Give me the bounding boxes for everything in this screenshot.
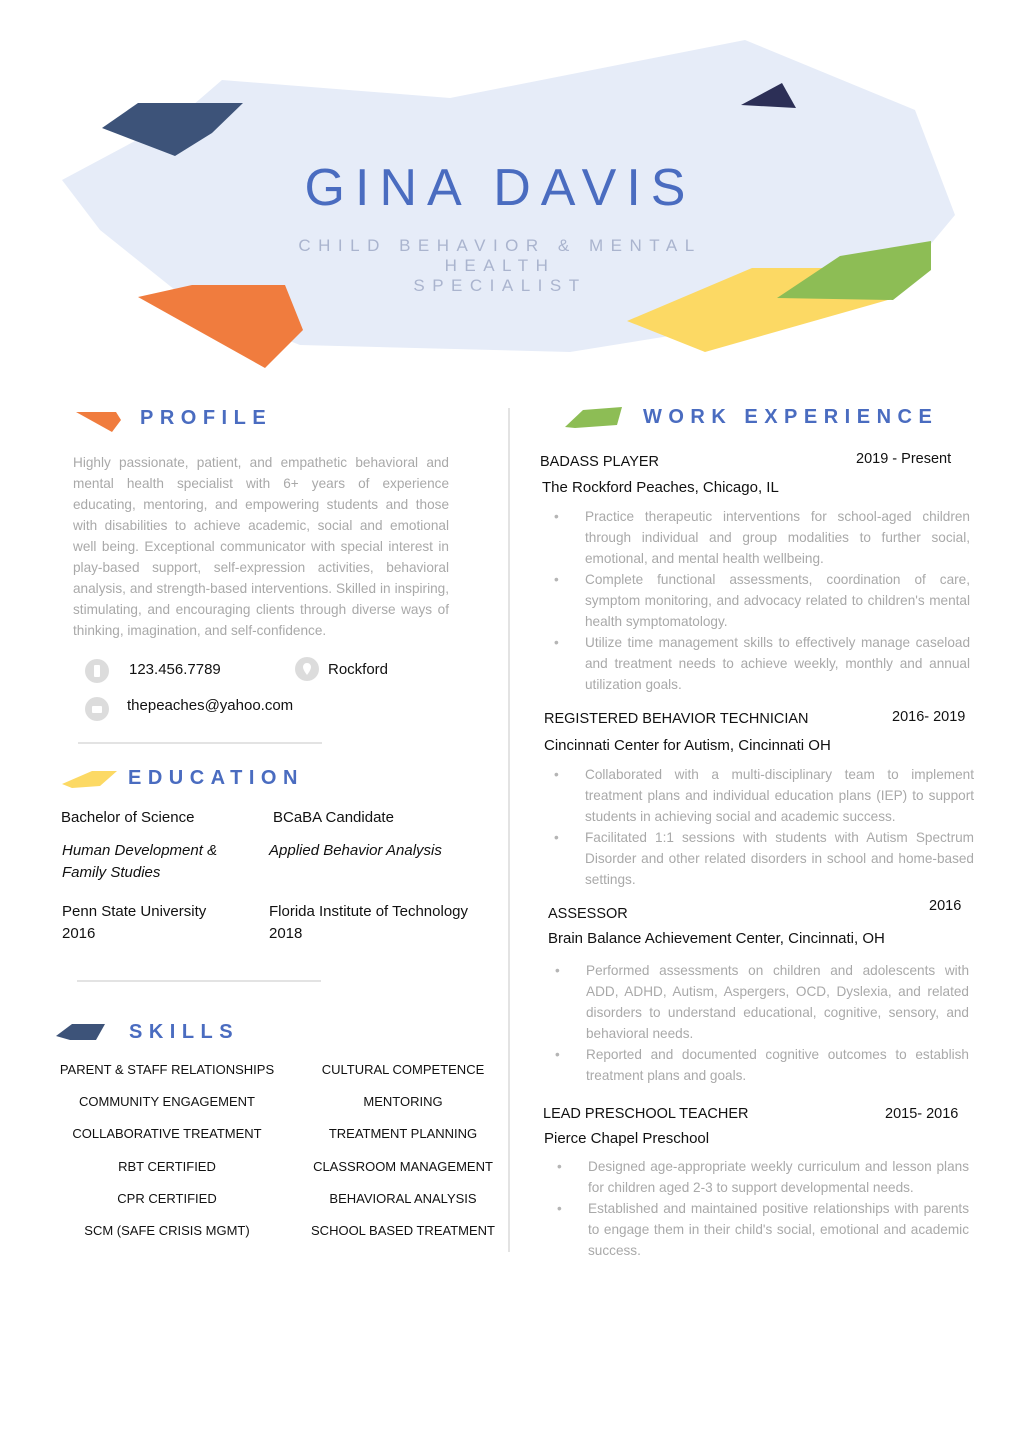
skill-item: CPR CERTIFIED — [117, 1191, 217, 1206]
contact-phone: 123.456.7789 — [129, 661, 221, 678]
skill-item: SCHOOL BASED TREATMENT — [311, 1223, 495, 1238]
skill-item: RBT CERTIFIED — [118, 1159, 216, 1174]
skill-item: BEHAVIORAL ANALYSIS — [329, 1191, 477, 1206]
edu-degree-left: Bachelor of Science — [61, 809, 195, 826]
job-title: ASSESSOR — [548, 906, 628, 922]
skill-item: COMMUNITY ENGAGEMENT — [79, 1094, 255, 1109]
contact-location: Rockford — [328, 661, 389, 678]
edu-school-right — [269, 901, 468, 945]
skill-item: PARENT & STAFF RELATIONSHIPS — [59, 1062, 275, 1077]
job-company: Brain Balance Achievement Center, Cincinnati, OH — [548, 930, 885, 947]
job-dates: 2015- 2016 — [885, 1106, 959, 1122]
skill-item: CULTURAL COMPETENCE — [321, 1062, 485, 1077]
job-bullets — [557, 1156, 969, 1261]
job-title: REGISTERED BEHAVIOR TECHNICIAN — [544, 711, 809, 727]
skills-heading: SKILLS — [129, 1021, 240, 1043]
job-bullet: • Collaborated with a multi-disciplinary team to implement treatment plans and individual education plans (IEP) to support students in achieving social and academic success. — [554, 764, 974, 827]
work-experience-heading: WORK EXPERIENCE — [643, 406, 939, 428]
job-dates: 2016- 2019 — [892, 709, 966, 725]
job-bullet: • Complete functional assessments, coordination of care, symptom monitoring, and advocacy related to children's mental health symptomatology. — [554, 569, 970, 632]
contact-email: thepeaches@yahoo.com — [127, 697, 294, 714]
education-yellow-shape — [62, 768, 118, 790]
edu-field-left-line-1: Human Development & — [62, 842, 218, 859]
edu-field-right: Applied Behavior Analysis — [269, 842, 442, 859]
resume-name: GINA DAVIS — [304, 159, 696, 217]
skill-item: SCM (SAFE CRISIS MGMT) — [84, 1223, 250, 1238]
job-title: LEAD PRESCHOOL TEACHER — [543, 1106, 749, 1122]
edu-school-left-year: 2016 — [62, 925, 96, 942]
job-bullet: • Reported and documented cognitive outcomes to establish treatment plans and goals. — [555, 1044, 969, 1086]
profile-summary: Highly passionate, patient, and empathetic behavioral and mental health specialist with 6+ years of experience educating, mentoring, and empowering students and those with disabilities to achieve academic, social and emotional well being. Exceptional communicator with special interest in play-based support, self-expression activities, behavioral analysis, and strength-based interventions. Skilled in inspiring, stimulating, and encouraging clients through diverse ways of thinking, imagination, and self-confidence. — [73, 455, 449, 638]
job-dates: 2016 — [929, 898, 962, 914]
edu-degree-right: BCaBA Candidate — [273, 809, 394, 826]
job-bullet: • Performed assessments on children and adolescents with ADD, ADHD, Autism, Aspergers, OCD, Dyslexia, and related disorders to understand educational, cognitive, sensory, and behavioral needs. — [555, 960, 969, 1044]
email-icon — [85, 697, 109, 721]
subtitle-line-2: SPECIALIST — [413, 276, 587, 295]
education-heading: EDUCATION — [128, 767, 304, 789]
job-company: Pierce Chapel Preschool — [544, 1130, 710, 1147]
skill-item: MENTORING — [363, 1094, 443, 1109]
location-pin-icon — [295, 657, 319, 681]
edu-school-right-year: 2018 — [269, 925, 303, 942]
skill-item: TREATMENT PLANNING — [328, 1126, 478, 1141]
job-bullets — [554, 764, 974, 890]
edu-school-right-name: Florida Institute of Technology — [269, 903, 469, 920]
profile-divider — [78, 742, 322, 744]
job-company: The Rockford Peaches, Chicago, IL — [542, 479, 779, 496]
job-bullet: • Facilitated 1:1 sessions with students with Autism Spectrum Disorder and other related disorders in school and home-based settings. — [554, 827, 974, 890]
job-company: Cincinnati Center for Autism, Cincinnati OH — [544, 737, 831, 754]
phone-icon — [85, 659, 109, 683]
edu-field-left-line-2: Family Studies — [62, 864, 161, 881]
edu-school-left-name: Penn State University — [62, 903, 207, 920]
job-dates: 2019 - Present — [856, 451, 952, 467]
resume-subtitle — [240, 236, 760, 296]
subtitle-line-1: CHILD BEHAVIOR & MENTAL HEALTH — [298, 236, 702, 275]
job-bullet: • Designed age-appropriate weekly curriculum and lesson plans for children aged 2-3 to support developmental needs. — [557, 1156, 969, 1198]
job-bullet: • Established and maintained positive relationships with parents to engage them in their child's social, emotional and academic success. — [557, 1198, 969, 1261]
job-title: BADASS PLAYER — [540, 454, 660, 470]
work-green-shape — [565, 405, 623, 429]
profile-heading: PROFILE — [140, 407, 273, 429]
edu-field-left — [62, 840, 217, 884]
edu-school-left — [62, 901, 206, 945]
profile-orange-shape — [76, 409, 122, 433]
job-bullet: • Utilize time management skills to effectively manage caseload and treatment needs to achieve weekly, monthly and annual utilization goals. — [554, 632, 970, 695]
skills-navy-shape — [56, 1022, 106, 1042]
job-bullets — [554, 506, 970, 695]
skill-item: CLASSROOM MANAGEMENT — [313, 1159, 493, 1174]
job-bullet: • Practice therapeutic interventions for school-aged children through individual and group modalities to further social, emotional, and mental health wellbeing. — [554, 506, 970, 569]
skill-item: COLLABORATIVE TREATMENT — [72, 1126, 262, 1141]
orange-shape — [138, 285, 303, 368]
job-bullets — [555, 960, 969, 1086]
education-divider — [77, 980, 321, 982]
